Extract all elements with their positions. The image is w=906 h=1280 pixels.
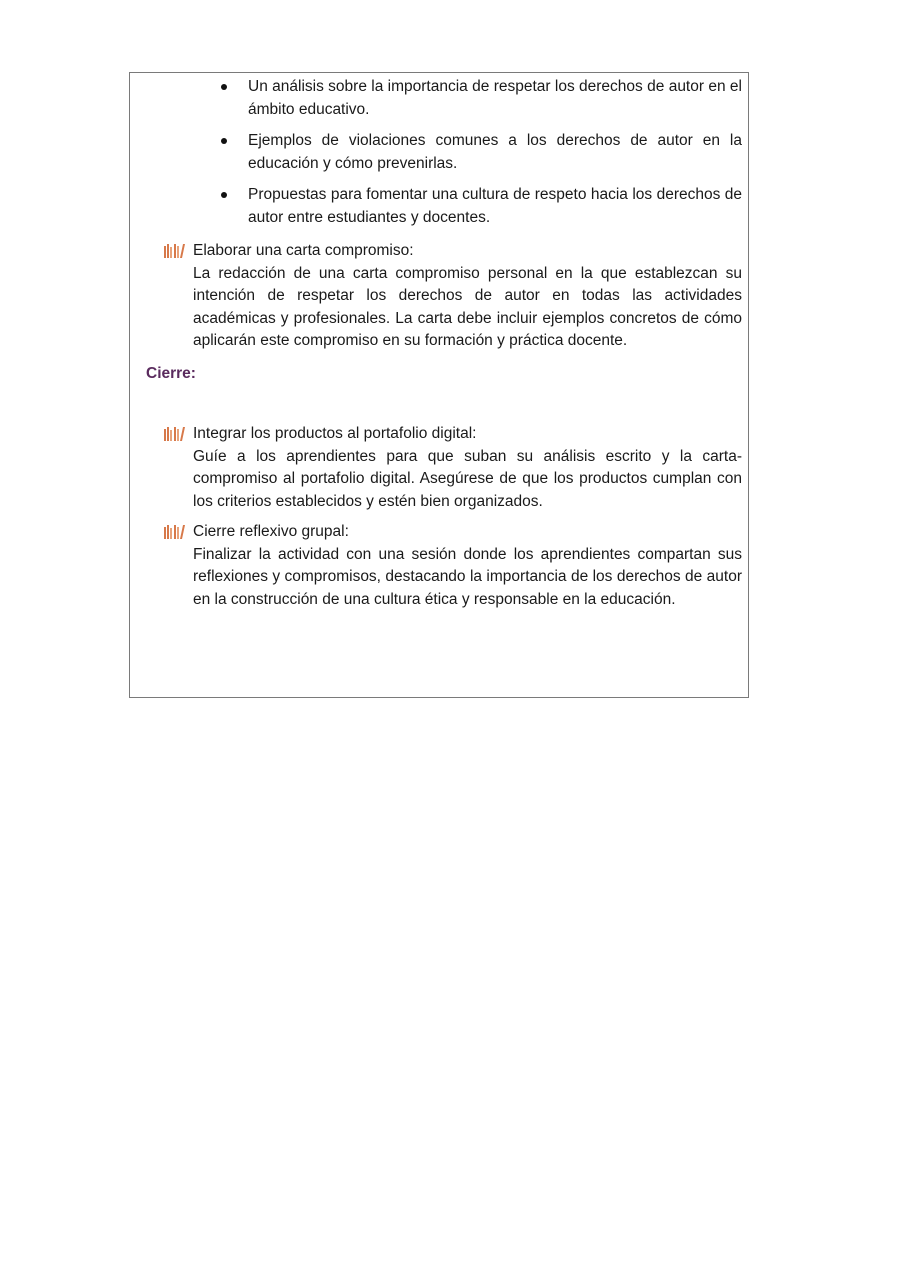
activity-item-portafolio (164, 423, 742, 513)
activity-item-text (193, 521, 742, 611)
books-icon (164, 427, 186, 441)
activity-item-body: Finalizar la actividad con una sesión donde los aprendientes compartan sus reflexiones y compromisos, destacando la importancia de los derechos de autor en la construcción de una cultura ética y responsable en la educación. (193, 545, 742, 608)
books-icon (164, 525, 186, 539)
activity-item-body: Guíe a los aprendientes para que suban su análisis escrito y la carta-compromiso al portafolio digital. Asegúrese de que los productos cumplan con los criterios establecidos y estén bien organizados. (193, 447, 742, 510)
section-title-cierre: Cierre: (146, 365, 196, 382)
bullet-item (216, 76, 742, 121)
activity-item-body: La redacción de una carta compromiso personal en la que establezcan su intención de respetar los derechos de autor en todas las actividades académicas y profesionales. La carta debe incluir ejemplos concretos de cómo aplicarán este compromiso en su formación y práctica docente. (193, 264, 742, 349)
activity-item-cierre-reflexivo (164, 521, 742, 611)
bullet-list (216, 76, 742, 238)
bullet-text: Ejemplos de violaciones comunes a los derechos de autor en la educación y cómo prevenirlas. (248, 132, 742, 172)
activity-item-text (193, 240, 742, 353)
books-icon (164, 244, 186, 258)
bullet-dot-icon (221, 192, 227, 198)
bullet-dot-icon (221, 138, 227, 144)
bullet-item (216, 130, 742, 175)
activity-item-carta (164, 240, 742, 353)
bullet-item (216, 184, 742, 229)
bullet-text: Un análisis sobre la importancia de respetar los derechos de autor en el ámbito educativo. (248, 78, 742, 118)
activity-item-text (193, 423, 742, 513)
bullet-dot-icon (221, 84, 227, 90)
activity-item-title: Elaborar una carta compromiso: (193, 242, 414, 259)
activity-item-title: Cierre reflexivo grupal: (193, 523, 349, 540)
bullet-text: Propuestas para fomentar una cultura de respeto hacia los derechos de autor entre estudiantes y docentes. (248, 186, 742, 226)
activity-item-title: Integrar los productos al portafolio digital: (193, 425, 477, 442)
